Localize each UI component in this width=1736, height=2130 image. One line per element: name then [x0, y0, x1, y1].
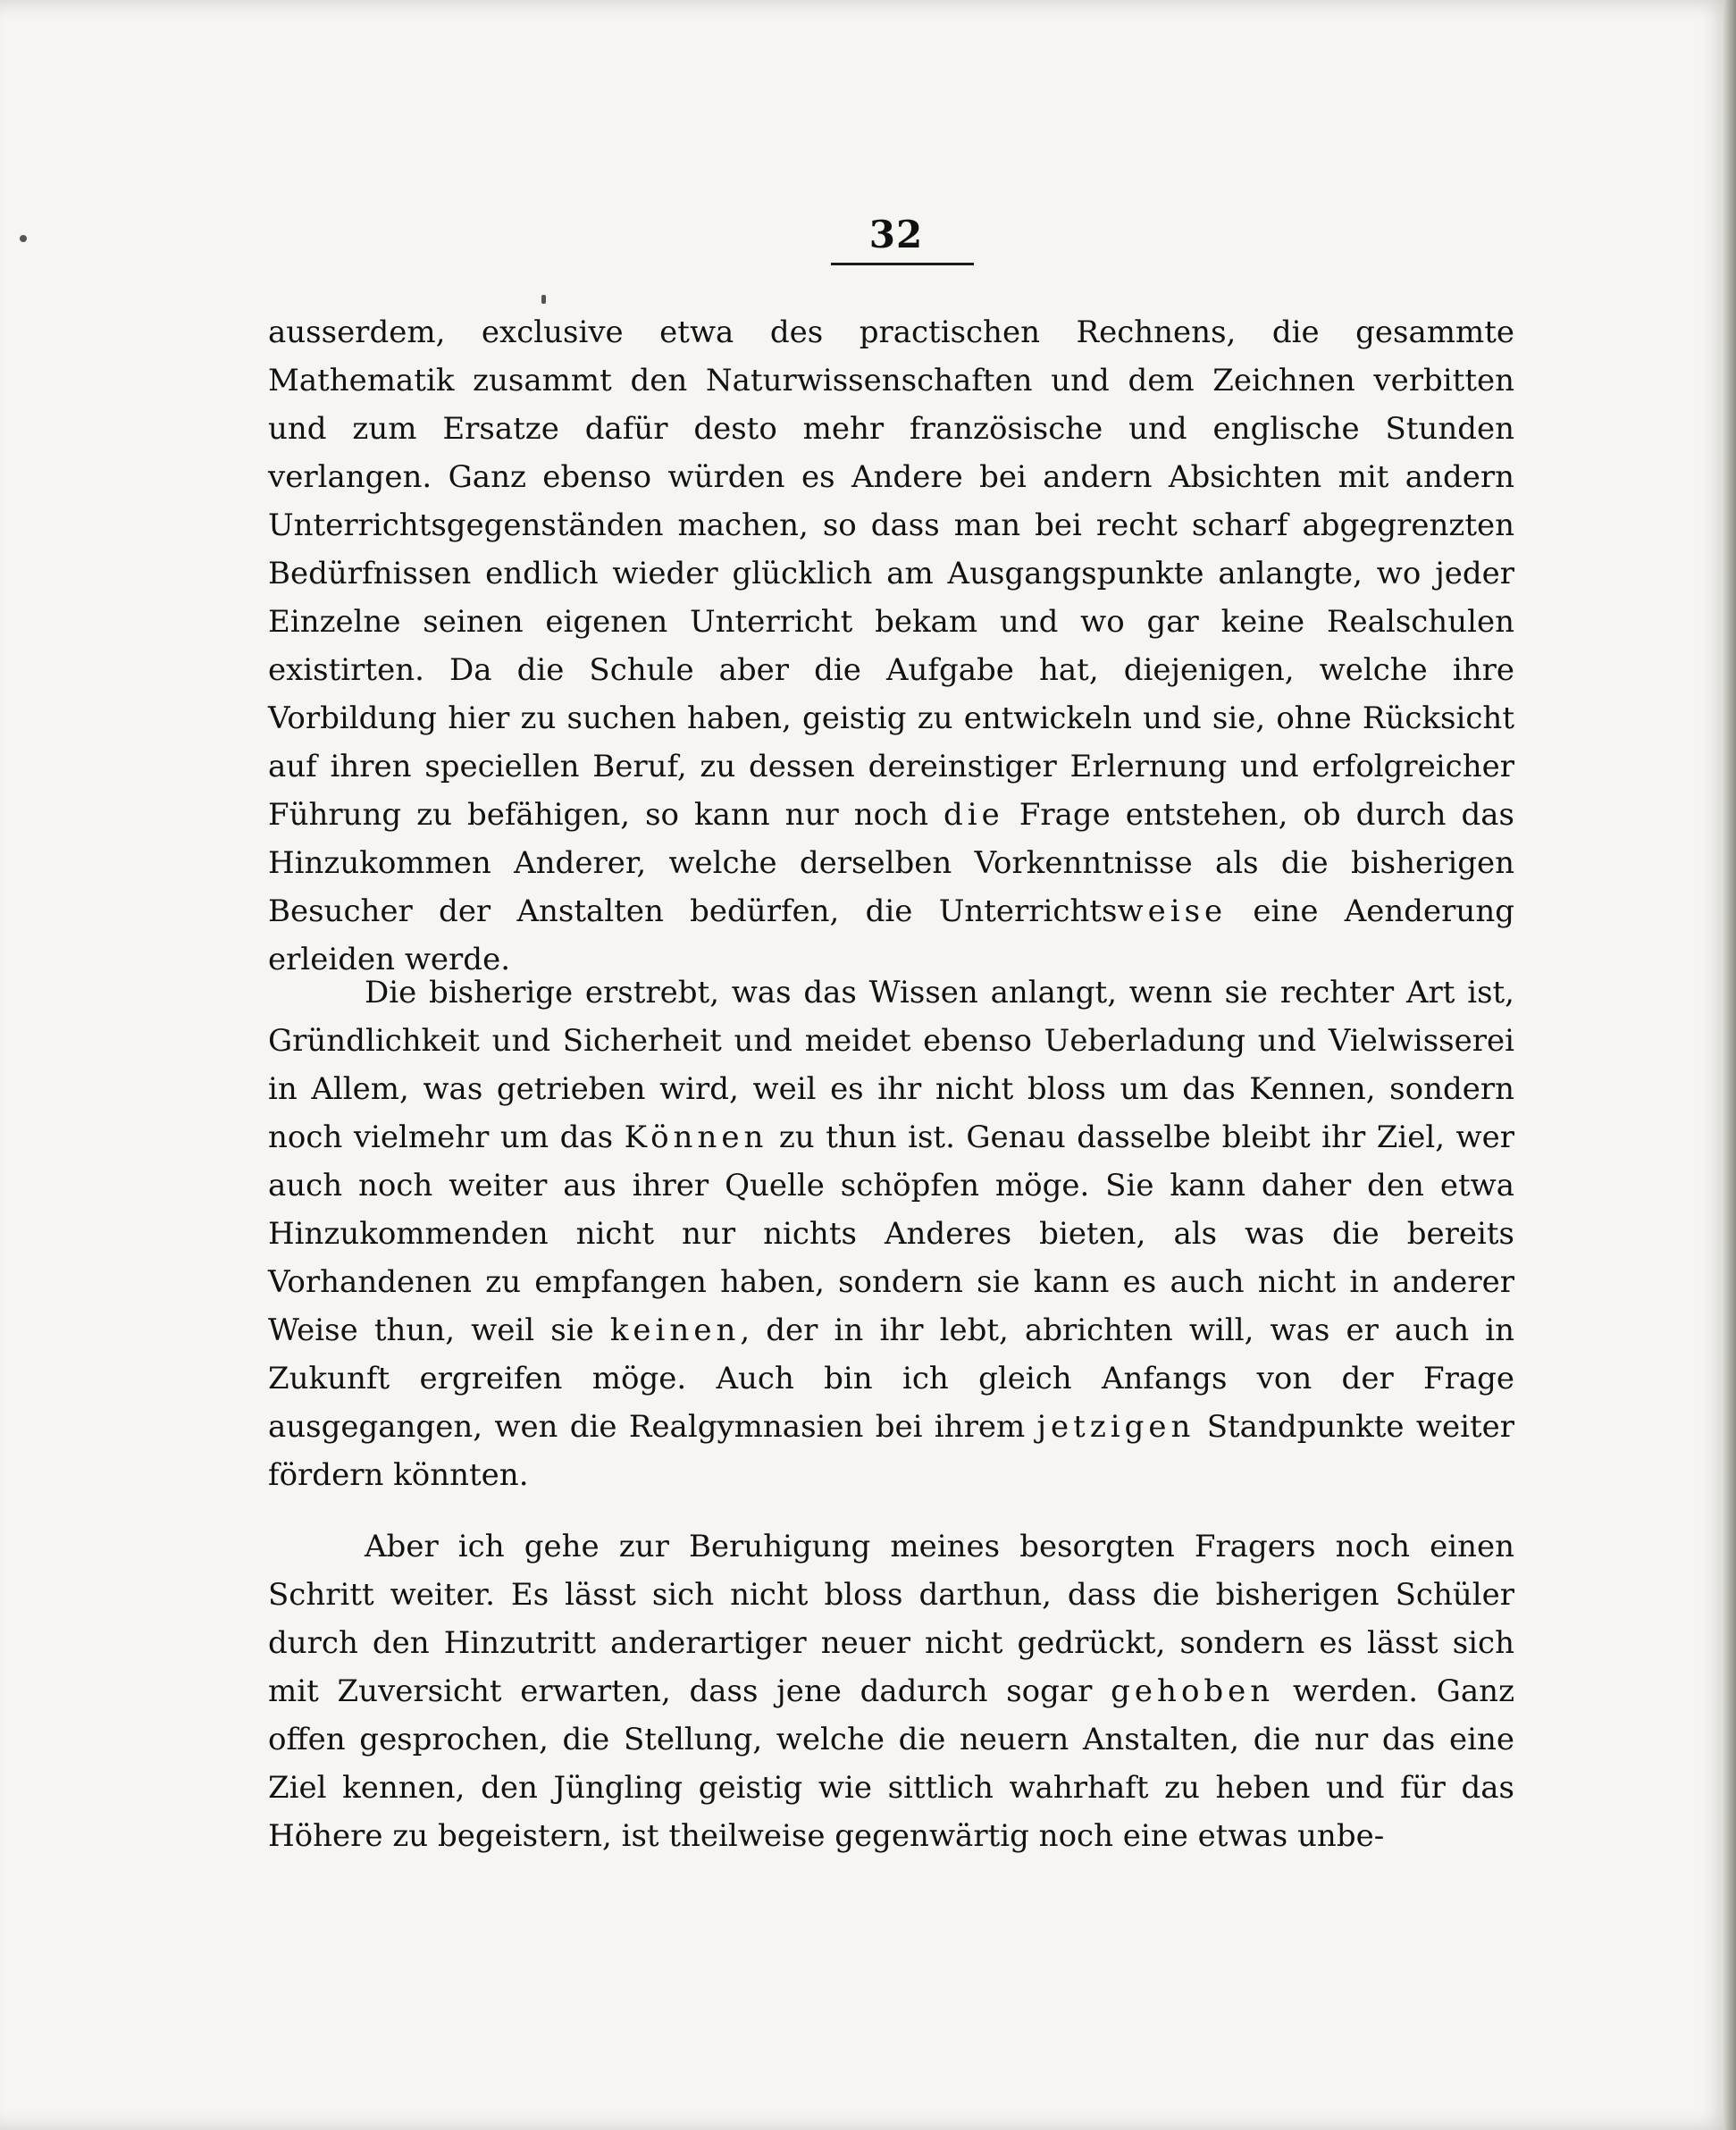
text-run: ausserdem, exclusive etwa des practischen Rechnens, die gesammte Mathematik zusammt den Naturwissenschaften und dem Zeichnen verbitten und zum Ersatze dafür desto mehr französische und englische Stunden verlangen. Ganz ebenso würden es Andere bei andern Absichten mit andern Unterrichtsgegenständen machen, so dass man bei recht scharf abgegrenzten Bedürfnissen endlich wieder glücklich am Ausgangspunkte anlangte, wo jeder Einzelne seinen eigenen Unterricht bekam und wo gar keine Realschulen existirten. Da die Schule aber die Aufgabe hat, diejenigen, welche ihre Vorbildung hier zu suchen haben, geistig zu entwickeln und sie, ohne Rücksicht auf ihren speciellen Beruf, zu dessen dereinstiger Erlernung und erfolgreicher Führung zu befähigen, so kann nur noch — [268, 314, 1514, 833]
text-run: eine Aenderung erleiden werde. — [268, 893, 1514, 977]
text-run: , der in ihr lebt, abrichten will, was er auch in Zukunft ergreifen möge. Auch bin ich gleich Anfangs von der Frage ausgegangen, wen die Realgymnasien bei ihrem — [268, 1312, 1514, 1445]
emphasized-word: jetzigen — [1036, 1409, 1195, 1445]
emphasized-word: gehoben — [1111, 1673, 1275, 1709]
page-number-rule — [831, 263, 974, 265]
paragraph-3 — [268, 1522, 1514, 1860]
text-run: zu thun ist. Genau dasselbe bleibt ihr Ziel, wer auch noch weiter aus ihrer Quelle schöpfen möge. Sie kann daher den etwa Hinzukommenden nicht nur nichts Anderes bieten, als was die bereits Vorhandenen zu empfangen haben, sondern sie kann es auch nicht in anderer Weise thun, weil sie — [268, 1120, 1515, 1348]
page-number: 32 — [868, 213, 924, 256]
speck-mark — [20, 235, 27, 242]
text-run: Frage entstehen, ob durch das Hinzukommen Anderer, welche derselben Vorkenntnisse als die bisherigen Besucher der Anstalten bedürfen, die Unterrichts — [268, 797, 1514, 929]
emphasized-word: Können — [624, 1120, 768, 1155]
emphasized-word: weise — [1117, 893, 1228, 929]
text-run: Aber ich gehe zur Beruhigung meines besorgten Fragers noch einen Schritt weiter. Es lässt sich nicht bloss darthun, dass die bisherigen Schüler durch den Hinzutritt anderartiger neuer nicht gedrückt, sondern es lässt sich mit Zuversicht erwarten, dass jene dadurch sogar — [268, 1529, 1514, 1709]
text-run: werden. Ganz offen gesprochen, die Stellung, welche die neuern Anstalten, die nur das eine Ziel kennen, den Jüngling geistig wie sittlich wahrhaft zu heben und für das Höhere zu begeistern, ist theilweise gegenwärtig noch eine etwas unbe- — [268, 1673, 1514, 1854]
text-run: Standpunkte weiter fördern könnten. — [268, 1409, 1514, 1493]
text-run: Die bisherige erstrebt, was das Wissen anlangt, wenn sie rechter Art ist, Gründlichkeit und Sicherheit und meidet ebenso Ueberladung und Vielwisserei in Allem, was getrieben wird, weil es ihr nicht bloss um das Kennen, sondern noch vielmehr um das — [268, 975, 1514, 1155]
emphasized-word: keinen — [609, 1312, 741, 1348]
paragraph-1 — [268, 308, 1514, 984]
paragraph-2 — [268, 969, 1514, 1499]
speck-mark — [541, 295, 546, 304]
page-edge-shadow — [1723, 0, 1736, 2130]
emphasized-word: die — [943, 797, 1004, 833]
